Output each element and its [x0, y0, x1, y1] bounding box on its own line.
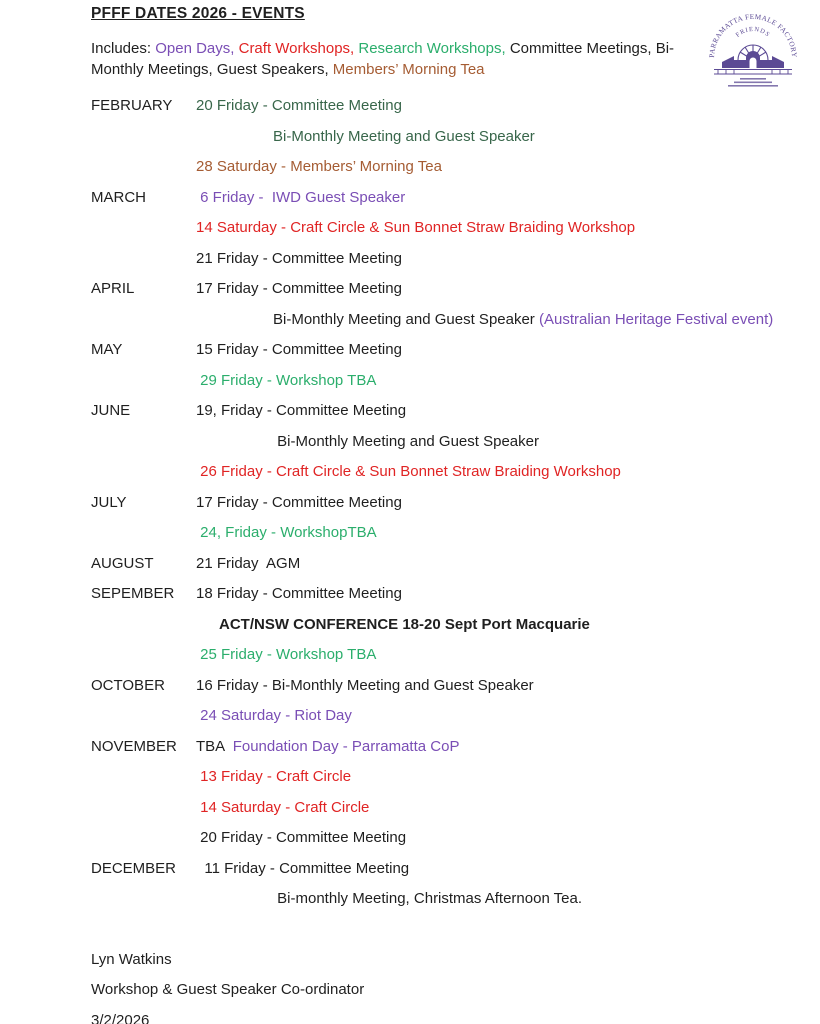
- event-text: [196, 823, 406, 854]
- month-label: MAY: [91, 341, 123, 358]
- text-segment: 14 Saturday - Craft Circle: [196, 798, 370, 816]
- event-text: [196, 183, 405, 214]
- event-row: [91, 488, 820, 519]
- event-row: [91, 457, 820, 488]
- event-text: [196, 579, 402, 610]
- event-row: [91, 305, 820, 336]
- event-row: [91, 640, 820, 671]
- text-segment: 14 Saturday - Craft Circle & Sun Bonnet Straw Braiding Workshop: [196, 219, 636, 236]
- event-row: [91, 610, 820, 641]
- text-segment: 13 Friday - Craft Circle: [196, 768, 352, 785]
- logo-fence-icon: [714, 70, 792, 75]
- text-segment: Bi-Monthly Meeting and Guest Speaker: [273, 432, 539, 450]
- text-segment: Bi-Monthly Meeting and Guest Speaker: [273, 310, 539, 328]
- text-segment: 28 Saturday - Members’ Morning Tea: [196, 158, 442, 175]
- event-text: [196, 488, 402, 519]
- event-text: [196, 396, 406, 427]
- includes-line: [91, 38, 676, 80]
- text-segment: (Australian Heritage Festival event): [538, 310, 774, 328]
- event-text: [196, 274, 402, 305]
- event-text: [196, 854, 409, 885]
- svg-text:FRIENDS: FRIENDS: [734, 25, 772, 39]
- text-segment: 20 Friday - Committee Meeting: [196, 97, 402, 114]
- text-segment: ACT/NSW CONFERENCE 18-20 Sept Port Macquarie: [219, 615, 590, 633]
- text-segment: 24 Saturday - Riot Day: [196, 707, 352, 724]
- month-label: JUNE: [91, 402, 131, 419]
- logo-building-icon: [722, 51, 784, 68]
- text-segment: Includes:: [91, 40, 156, 57]
- text-segment: 21 Friday - Committee Meeting: [196, 249, 402, 267]
- event-row: [91, 549, 820, 580]
- event-row: [91, 244, 820, 275]
- text-segment: 26 Friday - Craft Circle & Sun Bonnet Straw Braiding Workshop: [196, 463, 621, 480]
- event-text: [196, 762, 351, 793]
- month-label: FEBRUARY: [91, 97, 173, 114]
- month-label: APRIL: [91, 280, 135, 297]
- event-row: [91, 91, 820, 122]
- event-text: [196, 701, 352, 732]
- text-segment: Bi-Monthly Meeting and Guest Speaker: [273, 127, 535, 145]
- signature-block: [91, 945, 820, 1024]
- event-text: [273, 122, 535, 153]
- footer-line: Workshop & Guest Speaker Co-ordinator: [91, 981, 365, 998]
- month-label: SEPEMBER: [91, 585, 175, 602]
- event-text: [196, 518, 377, 549]
- event-row: [91, 335, 820, 366]
- text-segment: TBA: [196, 737, 233, 755]
- event-text: [273, 884, 582, 915]
- text-segment: 29 Friday - Workshop TBA: [196, 371, 377, 389]
- footer-line: 3/2/2026: [91, 1011, 150, 1024]
- event-text: [196, 732, 459, 763]
- text-segment: 6 Friday -: [196, 188, 272, 206]
- event-text: [196, 671, 534, 702]
- text-segment: 11 Friday - Committee Meeting: [196, 859, 410, 877]
- event-row: [91, 274, 820, 305]
- month-label: NOVEMBER: [91, 737, 177, 755]
- text-segment: Craft Workshops,: [238, 40, 355, 57]
- event-row: [91, 671, 820, 702]
- event-text: [219, 610, 590, 641]
- text-segment: Committee Meetings, Bi-Monthly Meetings, Guest Speakers,: [91, 40, 675, 78]
- event-text: [196, 640, 376, 671]
- pfff-logo: [700, 12, 806, 92]
- text-segment: 19, Friday - Committee Meeting: [196, 402, 407, 419]
- month-label: MARCH: [91, 188, 146, 206]
- event-row: [91, 579, 820, 610]
- event-text: [273, 427, 539, 458]
- month-label: DECEMBER: [91, 859, 177, 877]
- footer-line: Lyn Watkins: [91, 950, 172, 968]
- event-text: [196, 366, 376, 397]
- svg-text:PARRAMATTA FEMALE FACTORY: PARRAMATTA FEMALE FACTORY: [707, 12, 799, 59]
- page-title: PFFF DATES 2026 - EVENTS: [91, 5, 305, 22]
- event-row: [91, 732, 820, 763]
- text-segment: 15 Friday - Committee Meeting: [196, 341, 402, 358]
- month-label: JULY: [91, 493, 127, 511]
- text-segment: 21 Friday AGM: [196, 554, 301, 572]
- event-text: [273, 305, 773, 336]
- text-segment: 17 Friday - Committee Meeting: [196, 493, 402, 511]
- text-segment: 16 Friday - Bi-Monthly Meeting and Guest Speaker: [196, 676, 534, 694]
- logo-caption-lines: [728, 78, 778, 87]
- event-text: [196, 549, 300, 580]
- text-segment: Bi-monthly Meeting, Christmas Afternoon Tea.: [273, 890, 583, 907]
- text-segment: IWD Guest Speaker: [271, 188, 406, 206]
- event-row: [91, 518, 820, 549]
- event-text: [196, 213, 635, 244]
- text-segment: Members’ Morning Tea: [332, 61, 485, 78]
- text-segment: Open Days,: [155, 40, 235, 57]
- event-text: [196, 244, 402, 275]
- event-row: [91, 122, 820, 153]
- event-row: [91, 762, 820, 793]
- text-segment: 20 Friday - Committee Meeting: [196, 829, 407, 846]
- event-row: [91, 701, 820, 732]
- event-row: [91, 884, 820, 915]
- event-row: [91, 427, 820, 458]
- event-row: [91, 366, 820, 397]
- event-text: [196, 793, 369, 824]
- text-segment: 25 Friday - Workshop TBA: [196, 646, 377, 663]
- event-text: [196, 152, 442, 183]
- event-row: [91, 793, 820, 824]
- month-label: OCTOBER: [91, 676, 165, 694]
- event-row: [91, 183, 820, 214]
- event-row: [91, 854, 820, 885]
- events-list: [91, 91, 820, 915]
- text-segment: Research Workshops,: [358, 40, 506, 57]
- text-segment: Foundation Day - Parramatta CoP: [232, 737, 460, 755]
- event-row: [91, 213, 820, 244]
- text-segment: 18 Friday - Committee Meeting: [196, 585, 402, 602]
- event-row: [91, 396, 820, 427]
- event-row: [91, 823, 820, 854]
- text-segment: 17 Friday - Committee Meeting: [196, 280, 402, 297]
- event-text: [196, 457, 621, 488]
- event-row: [91, 152, 820, 183]
- text-segment: 24, Friday - WorkshopTBA: [196, 524, 377, 541]
- month-label: AUGUST: [91, 554, 154, 572]
- event-text: [196, 335, 402, 366]
- event-text: [196, 91, 402, 122]
